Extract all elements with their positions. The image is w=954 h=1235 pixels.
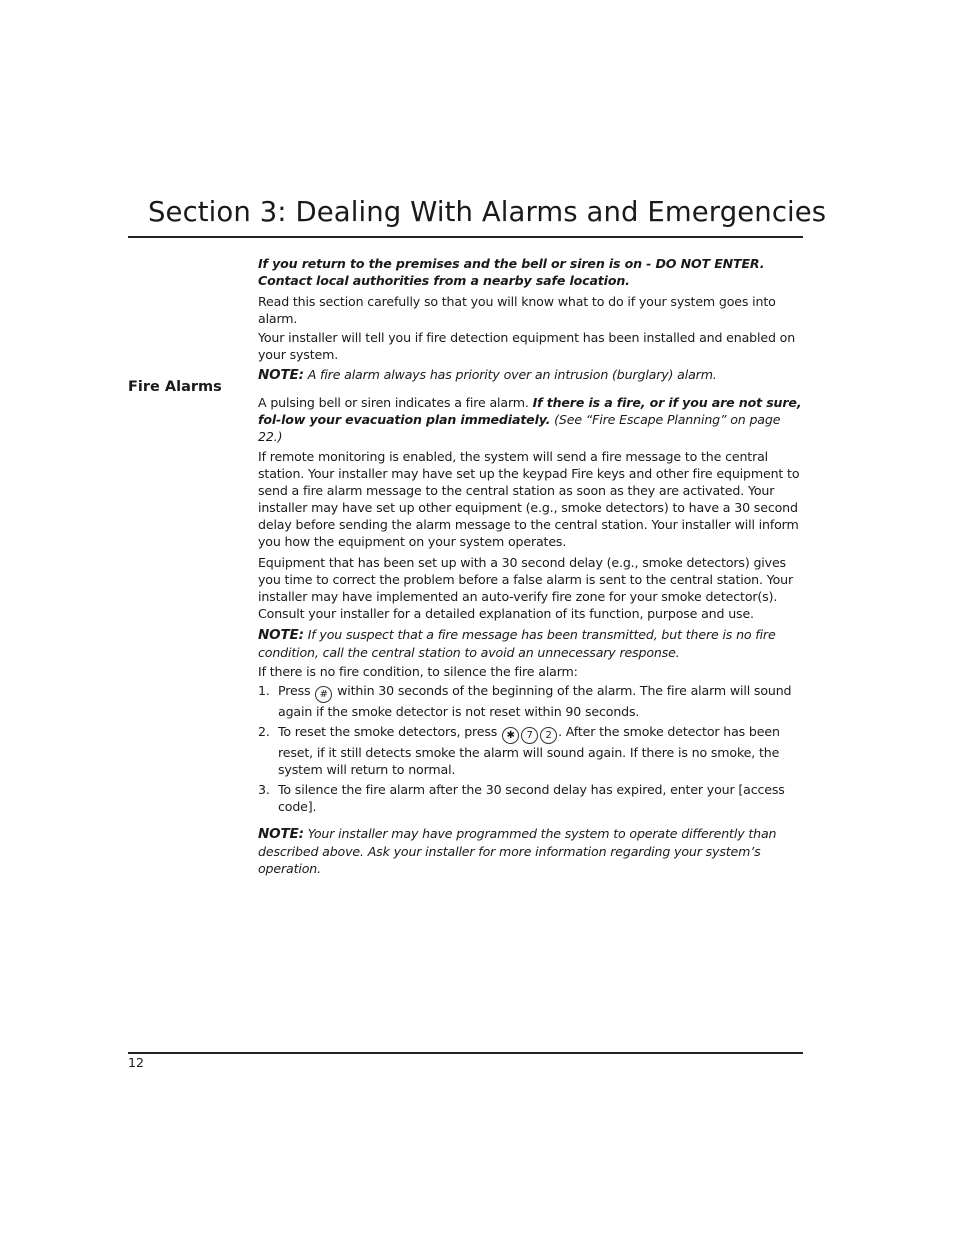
step-number: 2. [258,724,270,739]
fire-paragraph-4: If there is no fire condition, to silence the fire alarm: [258,664,578,679]
note-text: If you suspect that a fire message has been transmitted, but there is no fire condition, call the central station to avoid an unnecessary response. [258,627,776,660]
intro-note [258,366,803,384]
fire-paragraph-3: Equipment that has been set up with a 30 second delay (e.g., smoke detectors) gives you time to correct the problem before a false alarm is sent to the central station. Your installer may have implemented an auto-verify fire zone for your smoke detector(s). Consult your installer for a detailed explanation of its function, purpose and use. [258,555,793,621]
note-text: A fire alarm always has priority over an intrusion (burglary) alarm. [303,367,717,382]
note-label: NOTE: [258,627,304,643]
intro-paragraph-1: Read this section carefully so that you will know what to do if your system goes into alarm. [258,294,776,326]
intro-paragraph-2: Your installer will tell you if fire detection equipment has been installed and enabled on your system. [258,330,796,362]
final-note [258,825,803,877]
footer-divider [128,1052,803,1054]
fire-note [258,626,803,661]
note-text: Your installer may have programmed the system to operate differently than described above. Ask your installer for more information regarding your system’s operation. [258,826,777,876]
step-text-post: within 30 seconds of the beginning of the alarm. The fire alarm will sound again if the smoke detector is not reset within 90 seconds. [278,683,792,719]
main-content [258,255,803,877]
fire-paragraph-1-emphasis: If there is a fire, or if you are not sure, fol-low your evacuation plan immediately. [258,395,802,427]
page-number: 12 [128,1055,145,1070]
step-number: 1. [258,683,270,698]
list-item [258,781,803,815]
fire-paragraph-2: If remote monitoring is enabled, the system will send a fire message to the central station. Your installer may have set up the keypad Fire keys and other fire equipment to send a fire alarm message to the central station as soon as they are activated. Your installer may have set up other equipment (e.g., smoke detectors) to have a 30 second delay before sending the alarm message to the central station. Your installer will inform you how the equipment on your system operates. [258,449,800,549]
step-text-pre: Press [278,683,315,698]
note-label: NOTE: [258,826,304,842]
page-title: Section 3: Dealing With Alarms and Emergencies [148,196,827,228]
intro-warning: If you return to the premises and the bell or siren is on - DO NOT ENTER. Contact local authorities from a nearby safe location. [258,256,765,288]
silence-steps-list [258,682,803,815]
two-key-icon: 2 [540,727,557,744]
title-divider [128,236,803,238]
fire-paragraph-1-reference: (See “Fire Escape Planning” on page 22.) [258,412,781,444]
list-item [258,723,803,778]
fire-paragraph-1-lead: A pulsing bell or siren indicates a fire alarm. [258,395,533,410]
fire-paragraph-1 [258,394,803,445]
step-number: 3. [258,782,270,797]
pound-key-icon: # [315,686,332,703]
star-key-icon: ✱ [502,727,519,744]
step-text: To silence the fire alarm after the 30 second delay has expired, enter your [access code]. [278,782,785,814]
note-label: NOTE: [258,367,304,383]
step-text-post: . After the smoke detector has been reset, if it still detects smoke the alarm will sound again. If there is no smoke, the system will return to normal. [278,724,780,777]
list-item [258,682,803,720]
step-text-pre: To reset the smoke detectors, press [278,724,502,739]
fire-alarms-heading: Fire Alarms [128,379,222,395]
seven-key-icon: 7 [521,727,538,744]
